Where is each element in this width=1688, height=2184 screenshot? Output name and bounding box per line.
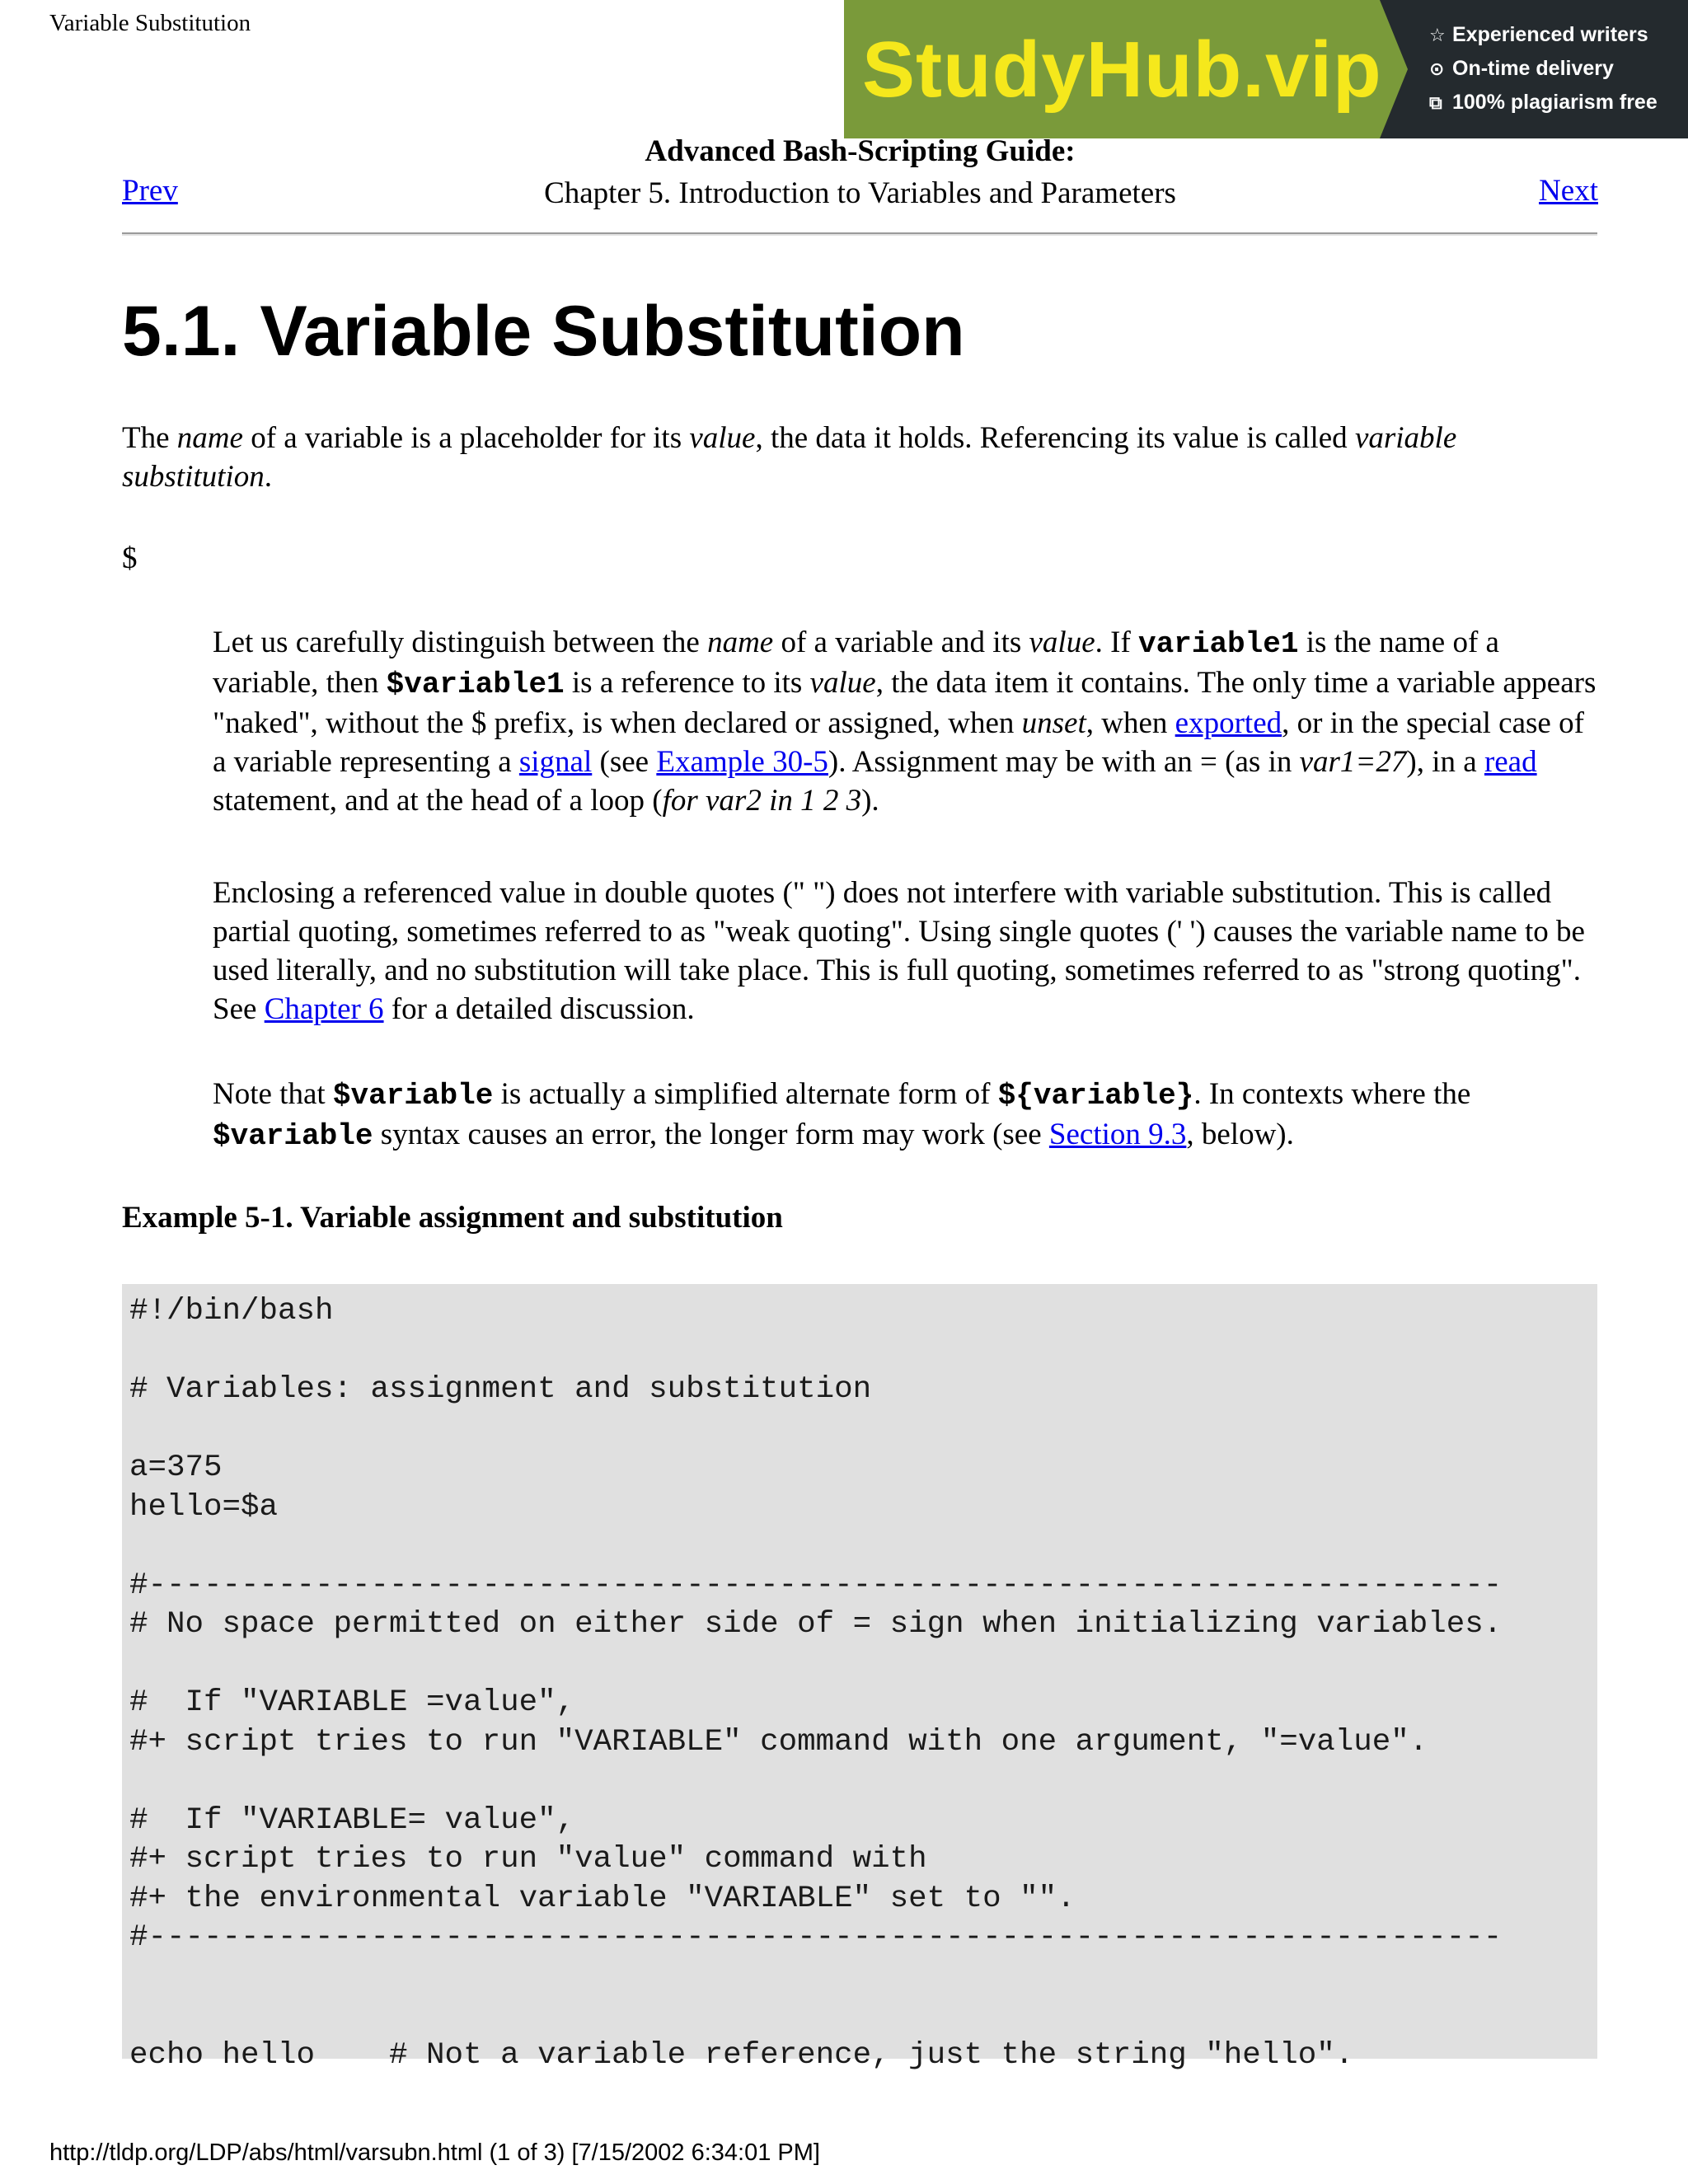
example-30-5-link[interactable]: Example 30-5 xyxy=(656,745,828,779)
read-link[interactable]: read xyxy=(1484,745,1537,779)
code-text: #!/bin/bash # Variables: assignment and substitution a=375 hello=$a #------------------------------------------------------------------------- # No space permitted on either side of = sign when initializing variables. # If "VARIABLE =value", #+ script tries to run "VARIABLE" command with one argument, "=value". # If "VARIABLE= value", #+ script tries to run "value" command with #+ the environmental variable "VARIABLE" set to "". #------------------------------------------------------------------------- echo hello # Not a variable reference, just the string "hello". xyxy=(129,1294,1503,2073)
book-title: Advanced Bash-Scripting Guide: xyxy=(645,134,1076,168)
banner-logo-area xyxy=(844,0,1380,138)
inline-code: $variable xyxy=(213,1119,373,1153)
banner-feature-text: 100% plagiarism free xyxy=(1452,91,1658,114)
copy-icon: ⧉ xyxy=(1429,92,1442,113)
signal-link[interactable]: signal xyxy=(518,745,593,779)
dollar-definition-paragraph: Let us carefully distinguish between the name of a variable and its value. If variable1 is the name of a variable, then $variable1 is a reference to its value, the data item it contains. The only time a variable appears "naked", without the $ prefix, is when declared or assigned, when unset, when exported, or in the special case of a variable representing a signal (see Example 30-5). Assignment may be with an = (as in var1=27), in a read statement, and at the head of a loop (for var2 in 1 2 3). xyxy=(213,626,1597,818)
alternate-form-paragraph: Note that $variable is actually a simplified alternate form of ${variable}. In contexts where the $variable syntax causes an error, the longer form may work (see Section 9.3, below). xyxy=(213,1077,1471,1153)
inline-code: ${variable} xyxy=(997,1079,1194,1113)
chapter-title: Chapter 5. Introduction to Variables and Parameters xyxy=(544,176,1176,210)
studyhub-banner[interactable] xyxy=(844,0,1688,138)
prev-link[interactable]: Prev xyxy=(122,174,178,208)
banner-features xyxy=(1380,0,1688,138)
banner-feature xyxy=(1429,52,1688,86)
inline-code: variable1 xyxy=(1138,627,1299,661)
studyhub-logo: StudyHub.vip xyxy=(862,26,1382,114)
banner-arrow-shape xyxy=(1380,0,1408,138)
banner-feature-text: On-time delivery xyxy=(1452,57,1614,80)
page-header-title: Variable Substitution xyxy=(49,10,251,36)
banner-feature xyxy=(1429,86,1688,120)
example-title: Example 5-1. Variable assignment and substitution xyxy=(122,1201,783,1235)
inline-code: $variable1 xyxy=(386,668,565,701)
header-divider xyxy=(122,232,1597,236)
intro-paragraph: The name of a variable is a placeholder for its value, the data it holds. Referencing its value is called variable substitution. xyxy=(122,421,1457,494)
inline-code: $variable xyxy=(332,1079,494,1113)
exported-link[interactable]: exported xyxy=(1175,706,1282,740)
dollar-term: $ xyxy=(122,541,138,575)
code-listing xyxy=(122,1284,1597,2073)
chapter-6-link[interactable]: Chapter 6 xyxy=(264,992,384,1026)
next-link[interactable]: Next xyxy=(1539,174,1598,208)
page-title: 5.1. Variable Substitution xyxy=(122,292,965,371)
banner-feature xyxy=(1429,18,1688,52)
banner-feature-text: Experienced writers xyxy=(1452,23,1648,46)
quoting-paragraph: Enclosing a referenced value in double quotes (" ") does not interfere with variable substitution. This is called partial quoting, sometimes referred to as "weak quoting". Using single quotes (' ') causes the variable name to be used literally, and no substitution will take place. This is full quoting, sometimes referred to as "strong quoting". See Chapter 6 for a detailed discussion. xyxy=(213,876,1585,1026)
star-icon: ☆ xyxy=(1429,25,1446,45)
footer-url: http://tldp.org/LDP/abs/html/varsubn.html (1 of 3) [7/15/2002 6:34:01 PM] xyxy=(49,2139,820,2166)
section-9-3-link[interactable]: Section 9.3 xyxy=(1048,1118,1187,1151)
clock-icon: ⊙ xyxy=(1429,59,1445,79)
